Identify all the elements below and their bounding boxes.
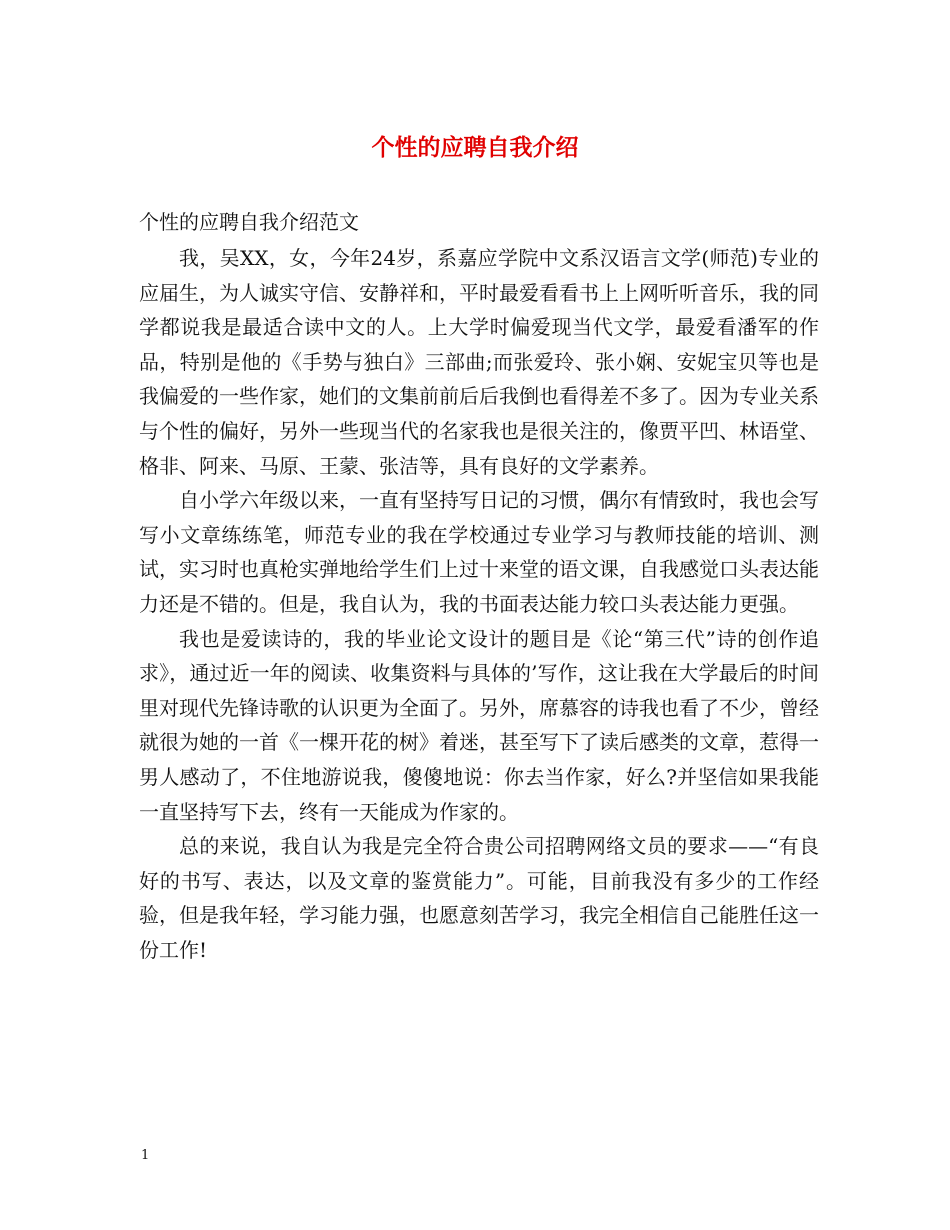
- document-body: [139, 241, 819, 967]
- page-number: 1: [141, 1148, 150, 1163]
- paragraph-4: 总的来说，我自认为我是完全符合贵公司招聘网络文员的要求——“有良好的书写、表达，以及文章的鉴赏能力”。可能，目前我没有多少的工作经验，但是我年轻，学习能力强，也愿意刻苦学习，我完全相信自己能胜任这一份工作!: [139, 834, 819, 962]
- document-title: 个性的应聘自我介绍: [371, 134, 579, 161]
- paragraph-3: 我也是爱读诗的，我的毕业论文设计的题目是《论“第三代”诗的创作追求》，通过近一年的阅读、收集资料与具体的’写作，这让我在大学最后的时间里对现代先锋诗歌的认识更为全面了。另外，席慕容的诗我也看了不少，曾经就很为她的一首《一棵开花的树》着迷，甚至写下了读后感类的文章，惹得一男人感动了，不住地游说我，傻傻地说：你去当作家，好么?并坚信如果我能一直坚持写下去，终有一天能成为作家的。: [139, 626, 819, 824]
- document-subtitle: 个性的应聘自我介绍范文: [139, 210, 359, 234]
- paragraph-2: 自小学六年级以来，一直有坚持写日记的习惯，偶尔有情致时，我也会写写小文章练练笔，师范专业的我在学校通过专业学习与教师技能的培训、测试，实习时也真枪实弹地给学生们上过十来堂的语文课，自我感觉口头表达能力还是不错的。但是，我自认为，我的书面表达能力较口头表达能力更强。: [139, 488, 819, 616]
- paragraph-1: 我，吴XX，女，今年24岁，系嘉应学院中文系汉语言文学(师范)专业的应届生，为人诚实守信、安静祥和，平时最爱看看书上上网听听音乐，我的同学都说我是最适合读中文的人。上大学时偏爱现当代文学，最爱看潘军的作品，特别是他的《手势与独白》三部曲;而张爱玲、张小娴、安妮宝贝等也是我偏爱的一些作家，她们的文集前前后后我倒也看得差不多了。因为专业关系与个性的偏好，另外一些现当代的名家我也是很关注的，像贾平凹、林语堂、格非、阿来、马原、王蒙、张洁等，具有良好的文学素养。: [139, 246, 819, 478]
